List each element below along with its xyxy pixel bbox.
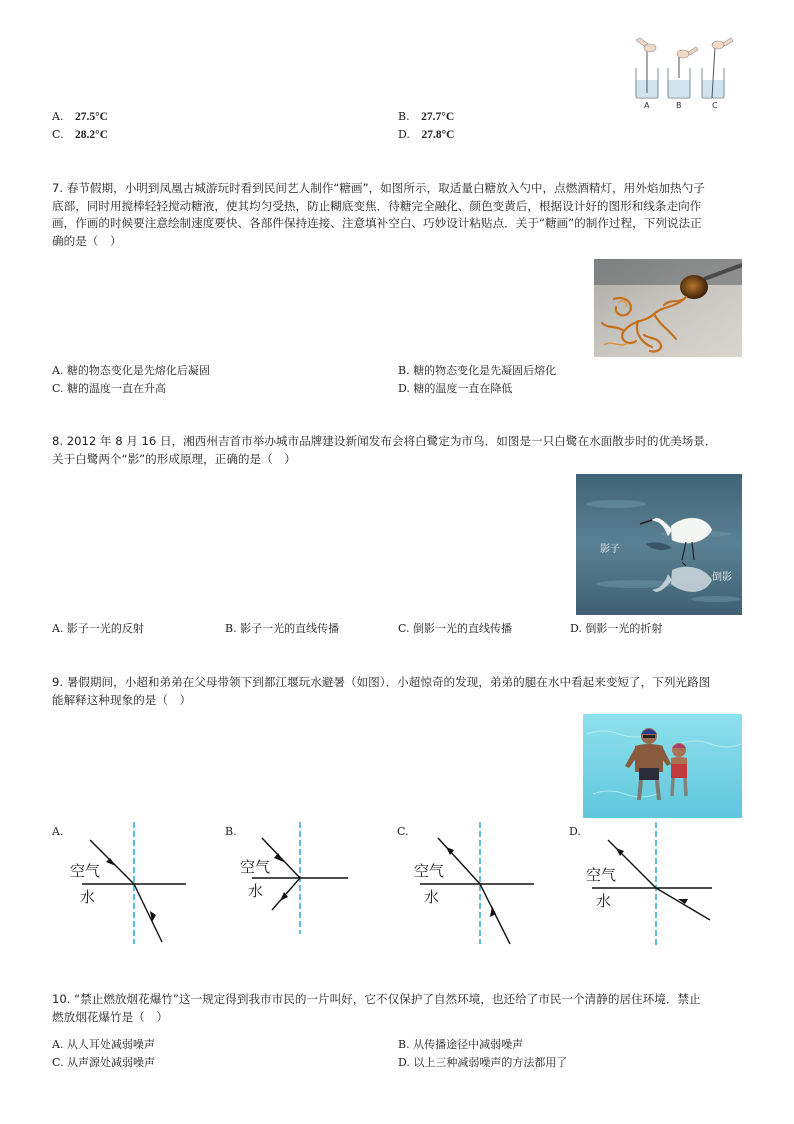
diagram-d-air-label: 空气	[586, 866, 617, 884]
q7-option-b[interactable]: B. 糖的物态变化是先凝固后熔化	[398, 364, 557, 377]
q8-option-b[interactable]: B. 影子一光的直线传播	[225, 622, 340, 635]
q6-option-b[interactable]	[398, 110, 454, 123]
diagram-a-letter[interactable]: A.	[52, 825, 64, 838]
q6-option-b-letter: B.	[398, 110, 410, 123]
diagram-b-air-label: 空气	[240, 858, 271, 876]
q6-option-c-letter: C.	[52, 128, 64, 141]
q9-stem	[52, 674, 752, 709]
q7-option-c[interactable]: C. 糖的温度一直在升高	[52, 382, 167, 395]
beakers-figure	[628, 38, 738, 110]
beaker-label-a: A	[644, 101, 650, 110]
q7-option-d[interactable]: D. 糖的温度一直在降低	[398, 382, 513, 395]
q7-stem-line: 确的是（ ）	[52, 233, 122, 248]
q7-stem-line: 7. 春节假期，小明到凤凰古城游玩时看到民间艺人制作“糖画”，如图所示，取适量白糖放入勺中，点燃酒精灯，用外焰加热勺子	[52, 181, 705, 195]
q10-option-a[interactable]: A. 从人耳处减弱噪声	[52, 1038, 155, 1051]
q8-stem-line: 关于白鹭两个“影”的形成原理，正确的是（ ）	[52, 451, 296, 466]
q9-diagrams	[52, 818, 742, 948]
egret-photo	[576, 474, 742, 615]
q8-stem-line: 8. 2012 年 8 月 16 日，湘西州吉首市举办城市品牌建设新闻发布会将白鹭定为市鸟．如图是一只白鹭在水面散步时的优美场景．	[52, 434, 717, 448]
diagram-c-water-label: 水	[424, 888, 440, 906]
q6-option-a[interactable]	[52, 110, 108, 123]
beaker-label-b: B	[676, 101, 682, 110]
q10-option-c[interactable]: C. 从声源处减弱噪声	[52, 1056, 156, 1069]
q9-stem-line: 9. 暑假期间，小超和弟弟在父母带领下到都江堰玩水避暑（如图）．小超惊奇的发现，弟弟的腿在水中看起来变短了，下列光路图	[52, 675, 711, 689]
q6-option-d-value: 27.8°C	[421, 129, 455, 141]
q6-option-a-letter: A.	[52, 110, 64, 123]
q8-stem	[52, 433, 752, 468]
diagram-d-letter[interactable]: D.	[569, 825, 581, 838]
diagram-c-air-label: 空气	[414, 862, 445, 880]
diagram-d-water-label: 水	[596, 892, 612, 910]
q8-option-a[interactable]: A. 影子一光的反射	[52, 622, 144, 635]
q10-option-d[interactable]: D. 以上三种减弱噪声的方法都用了	[398, 1056, 568, 1069]
q6-option-d-letter: D.	[398, 128, 410, 141]
sugar-painting-photo	[594, 259, 742, 357]
q10-stem-line: 燃放烟花爆竹是（ ）	[52, 1009, 168, 1024]
pool-photo	[583, 714, 742, 818]
beaker-label-c: C	[712, 101, 718, 110]
q6-option-a-value: 27.5°C	[74, 111, 108, 123]
q7-option-a[interactable]: A. 糖的物态变化是先熔化后凝固	[52, 364, 210, 377]
diagram-c[interactable]	[408, 818, 548, 948]
q6-option-c[interactable]	[52, 128, 108, 141]
q7-stem-line: 底部，同时用搅棒轻轻搅动糖液，使其均匀受热，防止糊底变焦．待糖完全融化、颜色变黄后，根据设计好的图形和线条走向作	[52, 198, 702, 213]
q7-stem	[52, 180, 752, 250]
q6-option-c-value: 28.2°C	[75, 129, 109, 141]
q6-option-b-value: 27.7°C	[421, 111, 455, 123]
q8-option-d[interactable]: D. 倒影一光的折射	[570, 622, 663, 635]
q10-stem	[52, 991, 752, 1026]
diagram-a-water-label: 水	[80, 888, 96, 906]
diagram-a[interactable]	[66, 818, 206, 948]
diagram-b-letter[interactable]: B.	[225, 825, 237, 838]
diagram-c-letter[interactable]: C.	[397, 825, 409, 838]
q10-stem-line: 10. “禁止燃放烟花爆竹”这一规定得到我市市民的一片叫好，它不仅保护了自然环境，也还给了市民一个清静的居住环境．禁止	[52, 992, 701, 1006]
diagram-a-air-label: 空气	[70, 862, 101, 880]
q6-option-d[interactable]	[398, 128, 454, 141]
q8-option-c[interactable]: C. 倒影一光的直线传播	[398, 622, 513, 635]
q9-stem-line: 能解释这种现象的是（ ）	[52, 692, 192, 707]
q7-stem-line: 画，作画的时候要注意绘制速度要快、各部件保持连接、注意填补空白、巧妙设计粘贴点．关于“糖画”的制作过程，下列说法正	[52, 216, 702, 230]
shadow-label: 影子	[600, 544, 620, 555]
q10-option-b[interactable]: B. 从传播途径中减弱噪声	[398, 1038, 524, 1051]
diagram-b-water-label: 水	[248, 882, 264, 900]
reflection-label: 倒影	[712, 572, 732, 583]
